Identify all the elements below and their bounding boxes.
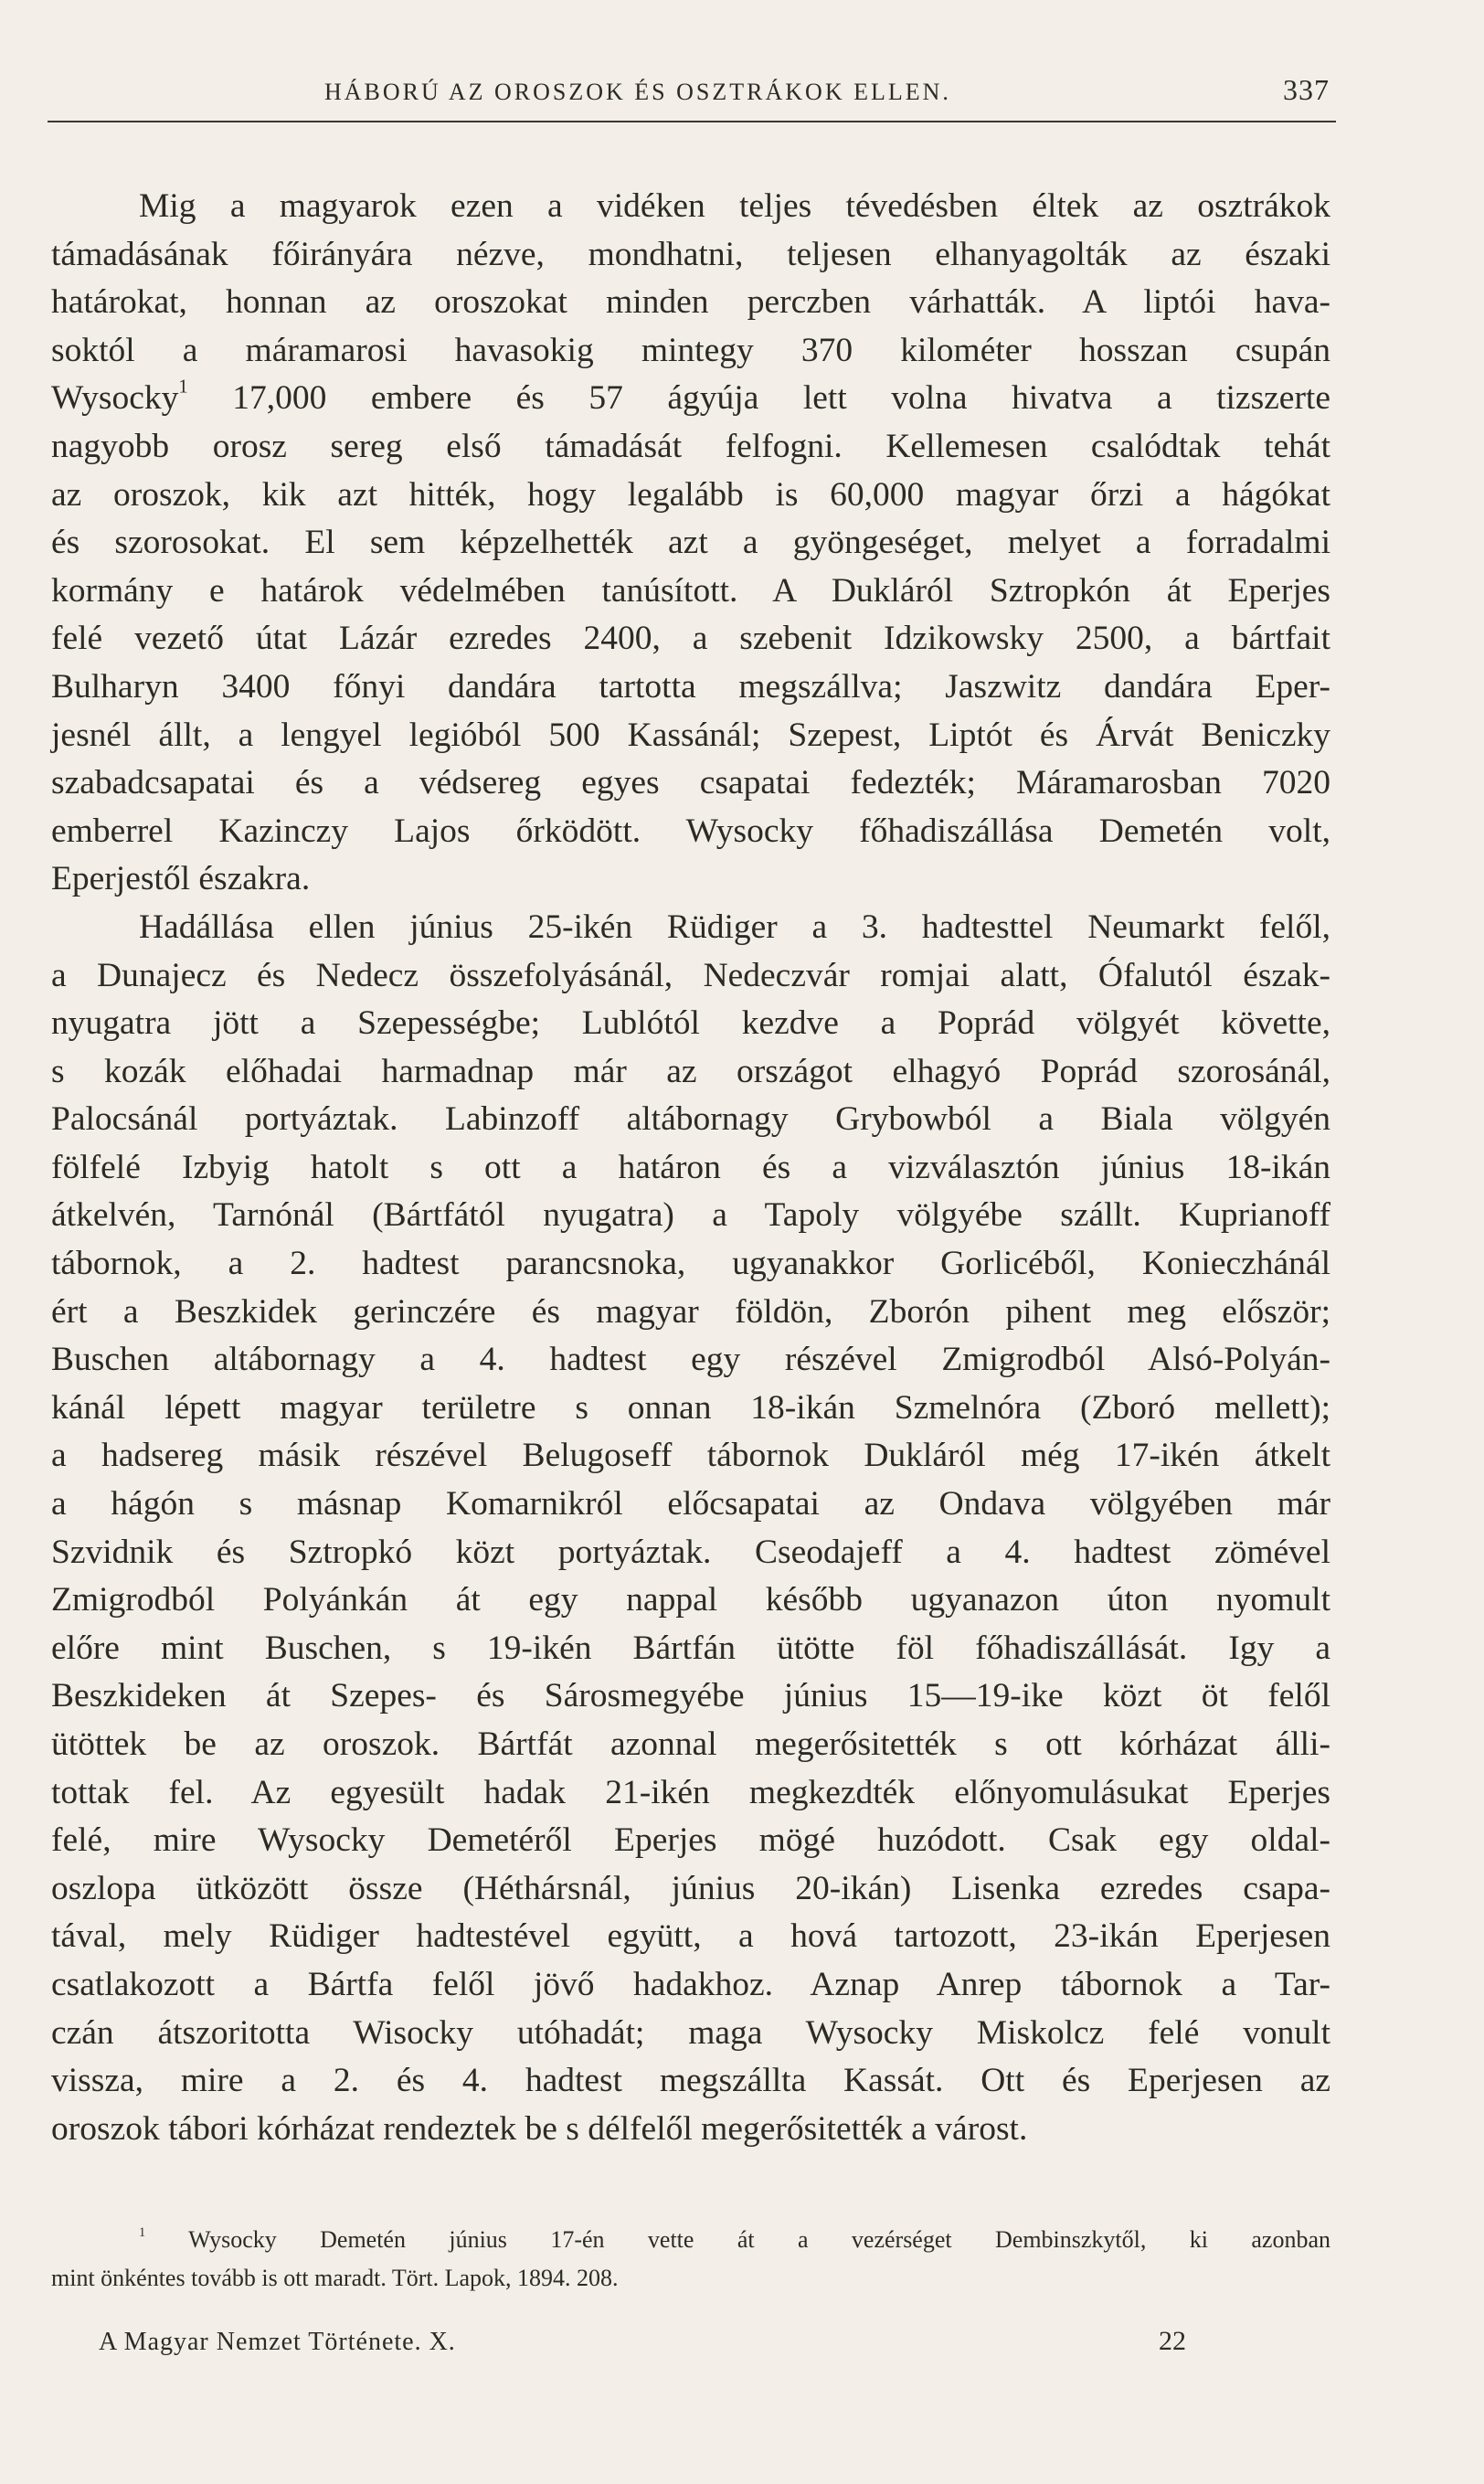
text-line: a hágón s másnap Komarnikról előcsapatai az Ondava völgyében már <box>51 1485 1330 1523</box>
running-title: HÁBORÚ AZ OROSZOK ÉS OSZTRÁKOK ELLEN. <box>324 79 951 105</box>
text-line: s kozák előhadai harmadnap már az országot elhagyó Poprád szorosánál, <box>51 1052 1330 1090</box>
text-line: oszlopa ütközött össze (Héthársnál, június 20-ikán) Lisenka ezredes csapa- <box>51 1869 1330 1907</box>
footnote-mark: 1 <box>139 2224 146 2240</box>
text-line: ütöttek be az oroszok. Bártfát azonnal megerősitették s ott kórházat álli- <box>51 1725 1330 1763</box>
text-line: nyugatra jött a Szepességbe; Lublótól kezdve a Poprád völgyét követte, <box>51 1004 1330 1043</box>
text-line: felé vezető útat Lázár ezredes 2400, a szebenit Idzikowsky 2500, a bártfait <box>51 620 1330 658</box>
text-line: csatlakozott a Bártfa felől jövő hadakhoz. Aznap Anrep tábornok a Tar- <box>51 1965 1330 2003</box>
text-line: Bulharyn 3400 főnyi dandára tartotta megszállva; Jaszwitz dandára Eper- <box>51 667 1330 706</box>
text-line: tottak fel. Az egyesült hadak 21-ikén megkezdték előnyomulásukat Eperjes <box>51 1773 1330 1811</box>
footnote-reference: Wysocky$^1$ <box>51 377 188 418</box>
signature-mark: A Magyar Nemzet Története. X. <box>99 2328 456 2356</box>
text-line: Buschen altábornagy a 4. hadtest egy részével Zmigrodból Alsó-Polyán- <box>51 1341 1330 1379</box>
text-line: nagyobb orosz sereg első támadását felfogni. Kellemesen csalódtak tehát <box>51 427 1330 465</box>
footnote-line: $^1$ Wysocky Demetén június 17-én vette át a vezérséget Dembinszkytől, ki azonban <box>139 2224 1331 2253</box>
text-line: kánál lépett magyar területre s onnan 18-ikán Szmelnóra (Zboró mellett); <box>51 1388 1330 1427</box>
text-line: Palocsánál portyáztak. Labinzoff altábornagy Grybowból a Biala völgyén <box>51 1100 1330 1139</box>
page-footer <box>99 2326 1186 2357</box>
footnote <box>51 2221 1330 2298</box>
text-line: ért a Beszkidek gerinczére és magyar földön, Zborón pihent meg először; <box>51 1292 1330 1331</box>
text-line: soktól a máramarosi havasokig mintegy 370 kilométer hosszan csupán <box>51 331 1330 369</box>
text-line: Wysocky$^1$ 17,000 embere és 57 ágyúja lett volna hivatva a tizszerte <box>51 377 1330 418</box>
page-number: 337 <box>1283 73 1330 106</box>
running-header <box>324 73 1330 107</box>
text-line: emberrel Kazinczy Lajos őrködött. Wysocky főhadiszállása Demetén volt, <box>51 812 1330 850</box>
text-line: czán átszoritotta Wisocky utóhadát; maga Wysocky Miskolcz felé vonult <box>51 2013 1330 2052</box>
text-line: kormány e határok védelmében tanúsított. A Dukláról Sztropkón át Eperjes <box>51 571 1330 610</box>
text-line: felé, mire Wysocky Demetéről Eperjes mögé huzódott. Csak egy oldal- <box>51 1821 1330 1860</box>
text-line: Eperjestől északra. <box>51 860 311 898</box>
text-line: támadásának főirányára nézve, mondhatni, teljesen elhanyagolták az északi <box>51 235 1330 273</box>
footnote-line: mint önkéntes tovább is ott maradt. Tört. Lapok, 1894. 208. <box>51 2265 619 2291</box>
text-line: Hadállása ellen június 25-ikén Rüdiger a 3. hadtesttel Neumarkt felől, <box>139 908 1330 946</box>
text-line: átkelvén, Tarnónál (Bártfától nyugatra) a Tapoly völgyébe szállt. Kuprianoff <box>51 1196 1330 1235</box>
text-line: Szvidnik és Sztropkó közt portyáztak. Cseodajeff a 4. hadtest zömével <box>51 1533 1330 1571</box>
text-line: szabadcsapatai és a védsereg egyes csapatai fedezték; Máramarosban 7020 <box>51 764 1330 802</box>
text-line: Zmigrodból Polyánkán át egy nappal később ugyanazon úton nyomult <box>51 1581 1330 1619</box>
text-line: határokat, honnan az oroszokat minden perczben várhatták. A liptói hava- <box>51 283 1330 322</box>
text-line: tábornok, a 2. hadtest parancsnoka, ugyanakkor Gorlicéből, Konieczhánál <box>51 1245 1330 1283</box>
text-line: vissza, mire a 2. és 4. hadtest megszállta Kassát. Ott és Eperjesen az <box>51 2062 1330 2100</box>
main-text <box>51 183 1330 2153</box>
text-line: Mig a magyarok ezen a vidéken teljes tévedésben éltek az osztrákok <box>139 187 1330 225</box>
text-line: és szorosokat. El sem képzelhették azt a gyöngeséget, melyet a forradalmi <box>51 524 1330 562</box>
text-line: a Dunajecz és Nedecz összefolyásánál, Nedeczvár romjai alatt, Ófalutól észak- <box>51 956 1330 994</box>
text-line: előre mint Buschen, s 19-ikén Bártfán ütötte föl főhadiszállását. Igy a <box>51 1629 1330 1667</box>
text-line: tával, mely Rüdiger hadtestével együtt, a hová tartozott, 23-ikán Eperjesen <box>51 1917 1330 1956</box>
text-line: az oroszok, kik azt hitték, hogy legalább is 60,000 magyar őrzi a hágókat <box>51 475 1330 514</box>
header-rule <box>48 121 1336 122</box>
sheet-number: 22 <box>1159 2326 1186 2356</box>
text-line: Beszkideken át Szepes- és Sárosmegyébe június 15—19-ike közt öt felől <box>51 1677 1330 1715</box>
text-line: a hadsereg másik részével Belugoseff tábornok Dukláról még 17-ikén átkelt <box>51 1437 1330 1475</box>
text-line: oroszok tábori kórházat rendeztek be s délfelől megerősitették a várost. <box>51 2109 1028 2148</box>
text-line: fölfelé Izbyig hatolt s ott a határon és a vizválasztón június 18-ikán <box>51 1148 1330 1186</box>
text-line: jesnél állt, a lengyel legióból 500 Kassánál; Szepest, Liptót és Árvát Beniczky <box>51 716 1330 754</box>
